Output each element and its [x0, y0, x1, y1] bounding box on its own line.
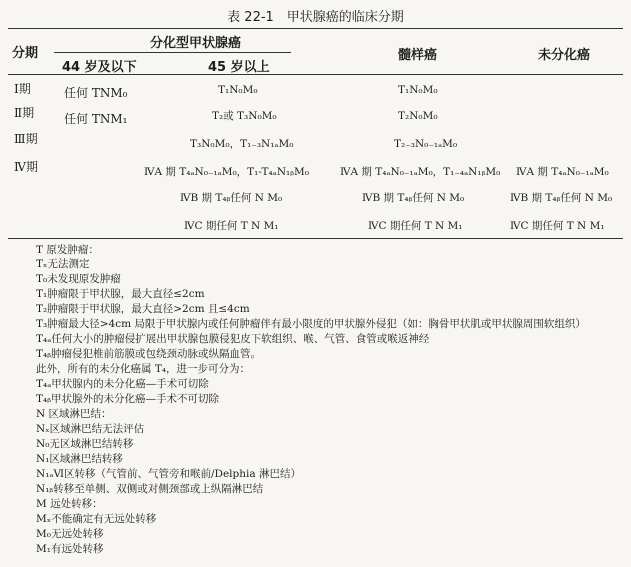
stage-3-label: Ⅲ期 [14, 132, 38, 146]
stage-1-label: Ⅰ期 [14, 82, 31, 96]
stage-2-medullary: T₂N₀M₀ [398, 110, 438, 122]
footnote-line: 此外，所有的未分化癌属 T₄，进一步可分为： [36, 363, 251, 375]
stage-2-under-45: 任何 TNM₁ [64, 112, 128, 126]
stage-4b-medullary: ⅣB 期 T₄ᵦ任何 N M₀ [362, 192, 465, 204]
header-undifferentiated: 未分化癌 [538, 48, 591, 63]
footnote-line: M₁有远处转移 [36, 543, 104, 555]
stage-4b-undifferentiated: ⅣB 期 T₄ᵦ任何 N M₀ [510, 192, 613, 204]
differentiated-subheader-rule [54, 52, 291, 53]
footnote-line: T₁肿瘤限于甲状腺，最大直径≤2cm [36, 288, 205, 300]
stage-1-medullary: T₁N₀M₀ [398, 84, 438, 96]
stage-1-over-45: T₁N₀M₀ [218, 84, 258, 96]
stage-4b-over-45: ⅣB 期 T₄ᵦ任何 N M₀ [180, 192, 283, 204]
stage-2-label: Ⅱ期 [14, 106, 35, 120]
footnote-line: T₄ₐ任何大小的肿瘤侵扩展出甲状腺包膜侵犯皮下软组织、喉、气管、食管或喉返神经 [36, 333, 430, 345]
footnote-line: N₁区域淋巴结转移 [36, 453, 123, 465]
header-stage: 分期 [12, 46, 39, 61]
header-differentiated: 分化型甲状腺癌 [150, 36, 242, 51]
stage-4c-over-45: ⅣC 期任何 T N M₁ [184, 220, 279, 232]
stage-4-label: Ⅳ期 [14, 160, 38, 174]
stage-2-over-45: T₂或 T₃N₀M₀ [212, 110, 277, 122]
table-title: 表 22-1 甲状腺癌的临床分期 [227, 10, 404, 25]
footnote-line: T₄ᵦ甲状腺外的未分化癌—手术不可切除 [36, 393, 220, 405]
table-top-rule [8, 28, 623, 29]
footnote-line: M₀无远处转移 [36, 528, 104, 540]
footnote-line: T₀未发现原发肿瘤 [36, 273, 121, 285]
footnote-line: T₄ᵦ肿瘤侵犯椎前筋膜或包绕颈动脉或纵隔血管。 [36, 348, 262, 360]
stage-4a-over-45: ⅣA 期 T₄ₐN₀₋₁ₐM₀，T₁-T₄ₐN₁ᵦM₀ [144, 166, 309, 178]
footnote-line: Mₓ不能确定有无远处转移 [36, 513, 157, 525]
footnote-line: T₄ₐ甲状腺内的未分化癌—手术可切除 [36, 378, 209, 390]
stage-3-medullary: T₂₋₃N₀₋₁ₐM₀ [394, 138, 458, 150]
stage-4a-medullary: ⅣA 期 T₄ₐN₀₋₁ₐM₀，T₁₋₄ₐN₁ᵦM₀ [340, 166, 501, 178]
footnote-line: T 原发肿瘤： [36, 244, 99, 256]
header-over-45: 45 岁以上 [208, 60, 270, 75]
stage-4c-undifferentiated: ⅣC 期任何 T N M₁ [510, 220, 605, 232]
header-under-45: 44 岁及以下 [62, 60, 137, 75]
stage-3-over-45: T₃N₀M₀，T₁₋₃N₁ₐM₀ [190, 138, 294, 150]
footnote-line: T₃肿瘤最大径>4cm 局限于甲状腺内或任何肿瘤伴有最小限度的甲状腺外侵犯（如：胸骨甲状肌或甲状腺周围软组织） [36, 318, 586, 330]
stage-4a-undifferentiated: ⅣA 期 T₄ₐN₀₋₁ₐM₀ [516, 166, 609, 178]
stage-1-under-45: 任何 TNM₀ [64, 86, 128, 100]
footnote-line: N₁ᵦ转移至单侧、双侧或对侧颈部或上纵隔淋巴结 [36, 483, 264, 495]
stage-4c-medullary: ⅣC 期任何 T N M₁ [368, 220, 463, 232]
footnote-line: M 远处转移： [36, 498, 103, 510]
header-medullary: 髓样癌 [398, 48, 438, 63]
footnote-line: Nₓ区域淋巴结无法评估 [36, 423, 145, 435]
footnote-line: N₁ₐⅥ区转移（气管前、气管旁和喉前/Delphia 淋巴结） [36, 468, 301, 480]
footnote-line: N 区域淋巴结： [36, 408, 112, 420]
footnote-line: N₀无区域淋巴结转移 [36, 438, 134, 450]
footnote-line: T₂肿瘤限于甲状腺，最大直径>2cm 且≤4cm [36, 303, 250, 315]
table-bottom-rule [8, 238, 623, 239]
footnote-line: Tₓ无法测定 [36, 258, 90, 270]
